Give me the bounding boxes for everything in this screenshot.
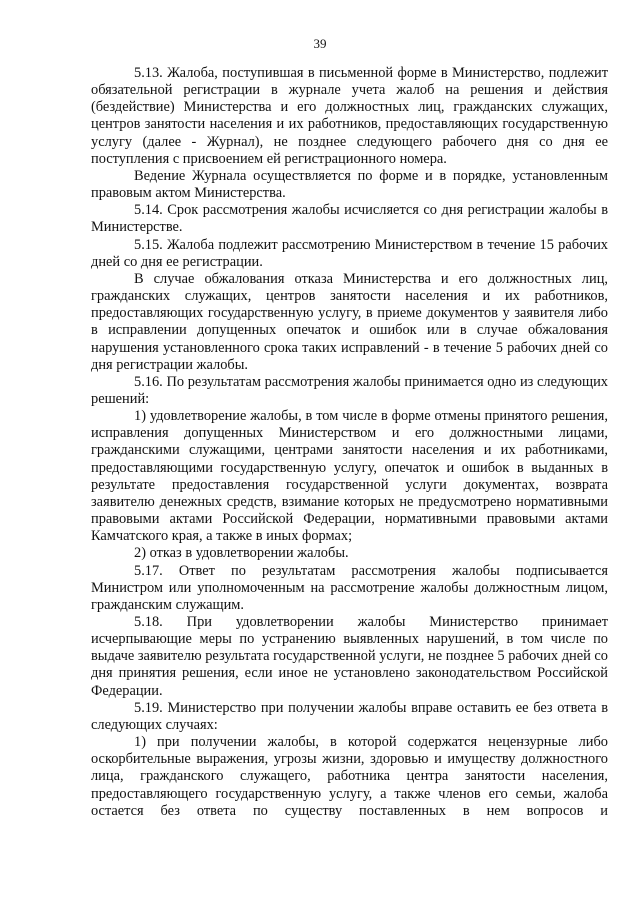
paragraph-5-14: 5.14. Срок рассмотрения жалобы исчисляется со дня регистрации жалобы в Министерстве.	[91, 202, 608, 236]
paragraph-5-18: 5.18. При удовлетворении жалобы Министерство принимает исчерпывающие меры по устранению выявленных нарушений, в том числе по выдаче заявителю результата государственной услуги, не позднее 5 рабочих дней со дня принятия решения, если иное не установлено законодательством Российской Федерации.	[91, 614, 608, 699]
page-number: 39	[313, 36, 327, 51]
paragraph-5-13: 5.13. Жалоба, поступившая в письменной форме в Министерство, подлежит обязательной регистрации в журнале учета жалоб на решения и действия (бездействие) Министерства и его должностных лиц, гражданских служащих, центров занятости населения и их работников, предоставляющих государственную услугу (далее - Журнал), не позднее следующего рабочего дня со дня ее поступления с присвоением ей регистрационного номера.	[91, 65, 608, 167]
paragraph-journal-procedure: Ведение Журнала осуществляется по форме и в порядке, установленным правовым актом Министерства.	[91, 167, 608, 202]
paragraph-case-1: 1) при получении жалобы, в которой содержатся нецензурные либо оскорбительные выражения, угрозы жизни, здоровью и имуществу должностного лица, гражданского служащего, работника центра занятости населения, предоставляющего государственную услугу, а также членов его семьи, жалоба остается без ответа по существу поставленных в нем вопросов и	[91, 734, 608, 819]
paragraph-5-16: 5.16. По результатам рассмотрения жалобы принимается одно из следующих решений:	[91, 373, 608, 407]
paragraph-decision-2: 2) отказ в удовлетворении жалобы.	[134, 545, 349, 562]
paragraph-5-17: 5.17. Ответ по результатам рассмотрения жалобы подписывается Министром или уполномоченным на рассмотрение жалобы должностным лицом, гражданским служащим.	[91, 562, 608, 613]
paragraph-5-19: 5.19. Министерство при получении жалобы вправе оставить ее без ответа в следующих случаях:	[91, 699, 608, 733]
paragraph-decision-1: 1) удовлетворение жалобы, в том числе в форме отмены принятого решения, исправления допущенных Министерством и его должностными лицами, гражданскими служащими, центрами занятости населения и их работниками, предоставляющими государственную услугу, опечаток и ошибок в выданных в результате предоставления государственной услуги документах, возврата заявителю денежных средств, взимание которых не предусмотрено нормативными правовыми актами Российской Федерации, нормативными правовыми актами Камчатского края, а также в иных формах;	[91, 408, 608, 545]
document-body	[91, 65, 608, 820]
paragraph-refusal-appeal: В случае обжалования отказа Министерства и его должностных лиц, гражданских служащих, центров занятости населения и их работников, предоставляющих государственную услугу, в приеме документов у заявителя либо в исправлении допущенных опечаток и ошибок или в случае обжалования нарушения установленного срока таких исправлений - в течение 5 рабочих дней со дня регистрации жалобы.	[91, 270, 608, 373]
paragraph-5-15: 5.15. Жалоба подлежит рассмотрению Министерством в течение 15 рабочих дней со дня ее регистрации.	[91, 236, 608, 270]
